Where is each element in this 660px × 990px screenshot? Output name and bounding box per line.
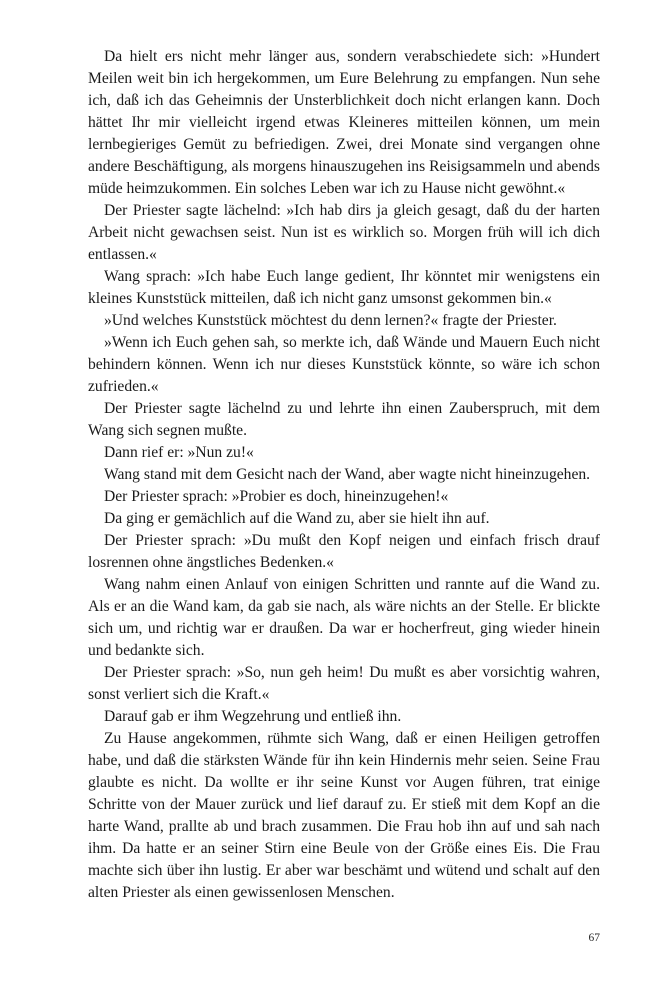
paragraph: Der Priester sprach: »Du mußt den Kopf neigen und einfach frisch drauf losrennen ohne ängstliches Bedenken.«	[88, 532, 600, 571]
paragraph: Der Priester sprach: »So, nun geh heim! Du mußt es aber vorsichtig wahren, sonst verliert sich die Kraft.«	[88, 664, 600, 703]
paragraph: »Und welches Kunststück möchtest du denn lernen?« fragte der Priester.	[104, 312, 557, 329]
paragraph: Zu Hause angekommen, rühmte sich Wang, daß er einen Heiligen getroffen habe, und daß die stärksten Wände für ihn kein Hindernis mehr seien. Seine Frau glaubte es nicht. Da wollte er ihr seine Kunst vor Augen führen, trat einige Schritte von der Mauer zurück und lief darauf zu. Er stieß mit dem Kopf an die harte Wand, prallte ab und brach zusammen. Die Frau hob ihn auf und sah nach ihm. Da hatte er an seiner Stirn eine Beule von der Größe eines Eis. Die Frau machte sich über ihn lustig. Er aber war beschämt und wütend und schalt auf den alten Priester als einen gewissenlosen Menschen.	[88, 730, 600, 901]
body-text	[88, 46, 600, 904]
paragraph: Da ging er gemächlich auf die Wand zu, aber sie hielt ihn auf.	[104, 510, 490, 527]
paragraph: Der Priester sprach: »Probier es doch, hineinzugehen!«	[104, 488, 449, 505]
paragraph: Der Priester sagte lächelnd: »Ich hab dirs ja gleich gesagt, daß du der harten Arbeit nicht gewachsen seist. Nun ist es wirklich so. Morgen früh will ich dich entlassen.«	[88, 202, 600, 263]
paragraph: Dann rief er: »Nun zu!«	[104, 444, 254, 461]
paragraph: Da hielt ers nicht mehr länger aus, sondern verabschiedete sich: »Hundert Meilen weit bin ich hergekommen, um Eure Belehrung zu empfangen. Nun sehe ich, daß ich das Geheimnis der Unsterblichkeit doch nicht erlangen kann. Doch hättet Ihr mir vielleicht irgend etwas Kleineres mitteilen können, um mein lernbegieriges Gemüt zu befriedigen. Zwei, drei Monate sind vergangen ohne andere Beschäftigung, als morgens hinauszugehen ins Reisigsammeln und abends müde heimzukommen. Ein solches Leben war ich zu Hause nicht gewöhnt.«	[88, 48, 600, 197]
paragraph: Wang stand mit dem Gesicht nach der Wand, aber wagte nicht hineinzugehen.	[104, 466, 591, 483]
paragraph: Der Priester sagte lächelnd zu und lehrte ihn einen Zauberspruch, mit dem Wang sich segnen mußte.	[88, 400, 600, 439]
paragraph: »Wenn ich Euch gehen sah, so merkte ich, daß Wände und Mauern Euch nicht behindern können. Wenn ich nur dieses Kunststück könnte, so wäre ich schon zufrieden.«	[88, 334, 600, 395]
page-number: 67	[588, 932, 600, 944]
paragraph: Wang sprach: »Ich habe Euch lange gedient, Ihr könntet mir wenigstens ein kleines Kunststück mitteilen, daß ich nicht ganz umsonst gekommen bin.«	[88, 268, 600, 307]
paragraph: Wang nahm einen Anlauf von einigen Schritten und rannte auf die Wand zu. Als er an die Wand kam, da gab sie nach, als wäre nichts an der Stelle. Er blickte sich um, und richtig war er draußen. Da war er hocherfreut, ging wieder hinein und bedankte sich.	[88, 576, 600, 659]
paragraph: Darauf gab er ihm Wegzehrung und entließ ihn.	[104, 708, 402, 725]
